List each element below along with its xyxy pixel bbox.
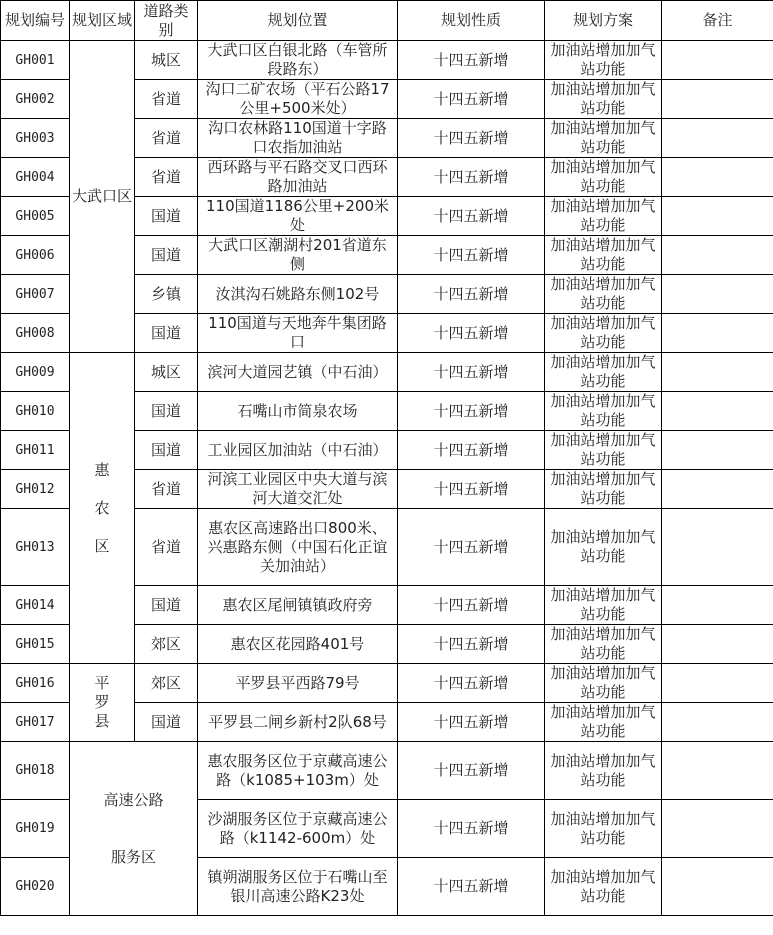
row-code: GH014 (1, 586, 70, 625)
row-code: GH020 (1, 858, 70, 916)
row-road-type: 郊区 (135, 625, 198, 664)
row-note (662, 236, 773, 275)
row-code: GH001 (1, 41, 70, 80)
row-nature: 十四五新增 (398, 353, 545, 392)
row-code: GH005 (1, 197, 70, 236)
row-note (662, 353, 773, 392)
row-plan: 加油站增加加气站功能 (545, 275, 662, 314)
row-nature: 十四五新增 (398, 703, 545, 742)
row-code: GH009 (1, 353, 70, 392)
row-code: GH011 (1, 431, 70, 470)
row-location: 大武口区潮湖村201省道东侧 (198, 236, 398, 275)
row-location: 工业园区加油站（中石油） (198, 431, 398, 470)
row-location: 汝淇沟石姚路东侧102号 (198, 275, 398, 314)
row-nature: 十四五新增 (398, 275, 545, 314)
row-note (662, 800, 773, 858)
row-road-type: 国道 (135, 236, 198, 275)
row-note (662, 431, 773, 470)
header-district: 规划区域 (70, 1, 135, 41)
row-plan: 加油站增加加气站功能 (545, 119, 662, 158)
row-note (662, 858, 773, 916)
row-plan: 加油站增加加气站功能 (545, 586, 662, 625)
header-location: 规划位置 (198, 1, 398, 41)
row-plan: 加油站增加加气站功能 (545, 509, 662, 586)
row-road-type: 乡镇 (135, 275, 198, 314)
row-road-type: 国道 (135, 703, 198, 742)
row-code: GH013 (1, 509, 70, 586)
row-road-type: 省道 (135, 80, 198, 119)
row-location: 滨河大道园艺镇（中石油） (198, 353, 398, 392)
row-plan: 加油站增加加气站功能 (545, 703, 662, 742)
row-location: 平罗县平西路79号 (198, 664, 398, 703)
row-note (662, 664, 773, 703)
row-road-type: 国道 (135, 197, 198, 236)
row-road-type: 郊区 (135, 664, 198, 703)
row-note (662, 80, 773, 119)
table-row (1, 664, 773, 703)
row-road-type: 省道 (135, 119, 198, 158)
row-note (662, 392, 773, 431)
row-road-type: 国道 (135, 431, 198, 470)
row-nature: 十四五新增 (398, 586, 545, 625)
row-plan: 加油站增加加气站功能 (545, 80, 662, 119)
row-plan: 加油站增加加气站功能 (545, 431, 662, 470)
row-plan: 加油站增加加气站功能 (545, 353, 662, 392)
row-location: 西环路与平石路交叉口西环路加油站 (198, 158, 398, 197)
row-note (662, 275, 773, 314)
row-note (662, 158, 773, 197)
row-road-type: 省道 (135, 470, 198, 509)
header-note: 备注 (662, 1, 773, 41)
row-road-type: 城区 (135, 41, 198, 80)
row-code: GH016 (1, 664, 70, 703)
row-nature: 十四五新增 (398, 742, 545, 800)
row-note (662, 470, 773, 509)
row-note (662, 119, 773, 158)
row-code: GH019 (1, 800, 70, 858)
row-nature: 十四五新增 (398, 236, 545, 275)
table-row (1, 353, 773, 392)
row-plan: 加油站增加加气站功能 (545, 158, 662, 197)
row-location: 大武口区白银北路（车管所段路东） (198, 41, 398, 80)
row-location: 惠农区花园路401号 (198, 625, 398, 664)
row-location: 石嘴山市简泉农场 (198, 392, 398, 431)
row-plan: 加油站增加加气站功能 (545, 800, 662, 858)
table-row (1, 41, 773, 80)
row-note (662, 197, 773, 236)
row-plan: 加油站增加加气站功能 (545, 236, 662, 275)
row-plan: 加油站增加加气站功能 (545, 664, 662, 703)
row-location: 沟口二矿农场（平石公路17公里+500米处） (198, 80, 398, 119)
row-nature: 十四五新增 (398, 392, 545, 431)
row-location: 惠农区尾闸镇镇政府旁 (198, 586, 398, 625)
row-note (662, 703, 773, 742)
row-road-type: 省道 (135, 509, 198, 586)
row-plan: 加油站增加加气站功能 (545, 41, 662, 80)
row-plan: 加油站增加加气站功能 (545, 314, 662, 353)
row-location: 惠农服务区位于京藏高速公路（k1085+103m）处 (198, 742, 398, 800)
header-road-type: 道路类别 (135, 1, 198, 41)
row-plan: 加油站增加加气站功能 (545, 470, 662, 509)
row-note (662, 586, 773, 625)
row-plan: 加油站增加加气站功能 (545, 858, 662, 916)
row-code: GH015 (1, 625, 70, 664)
row-code: GH006 (1, 236, 70, 275)
row-code: GH004 (1, 158, 70, 197)
row-location: 110国道1186公里+200米处 (198, 197, 398, 236)
district-cell: 大武口区 (70, 41, 135, 353)
header-plan: 规划方案 (545, 1, 662, 41)
row-code: GH017 (1, 703, 70, 742)
row-road-type: 城区 (135, 353, 198, 392)
row-nature: 十四五新增 (398, 509, 545, 586)
row-nature: 十四五新增 (398, 800, 545, 858)
row-location: 惠农区高速路出口800米、兴惠路东侧（中国石化正谊关加油站） (198, 509, 398, 586)
row-note (662, 625, 773, 664)
row-code: GH003 (1, 119, 70, 158)
row-nature: 十四五新增 (398, 625, 545, 664)
row-code: GH012 (1, 470, 70, 509)
row-code: GH002 (1, 80, 70, 119)
district-cell: 惠 农 区 (70, 353, 135, 664)
row-note (662, 742, 773, 800)
row-location: 110国道与天地奔牛集团路口 (198, 314, 398, 353)
row-road-type: 国道 (135, 314, 198, 353)
row-location: 平罗县二闸乡新村2队68号 (198, 703, 398, 742)
row-nature: 十四五新增 (398, 80, 545, 119)
row-nature: 十四五新增 (398, 197, 545, 236)
row-nature: 十四五新增 (398, 314, 545, 353)
row-nature: 十四五新增 (398, 470, 545, 509)
row-plan: 加油站增加加气站功能 (545, 392, 662, 431)
row-plan: 加油站增加加气站功能 (545, 625, 662, 664)
row-note (662, 314, 773, 353)
header-code: 规划编号 (1, 1, 70, 41)
row-code: GH008 (1, 314, 70, 353)
row-code: GH010 (1, 392, 70, 431)
row-road-type: 国道 (135, 392, 198, 431)
row-nature: 十四五新增 (398, 158, 545, 197)
row-location: 沙湖服务区位于京藏高速公路（k1142-600m）处 (198, 800, 398, 858)
row-nature: 十四五新增 (398, 858, 545, 916)
table-row (1, 742, 773, 800)
row-nature: 十四五新增 (398, 664, 545, 703)
row-plan: 加油站增加加气站功能 (545, 742, 662, 800)
row-nature: 十四五新增 (398, 41, 545, 80)
row-note (662, 41, 773, 80)
row-location: 河滨工业园区中央大道与滨河大道交汇处 (198, 470, 398, 509)
district-cell: 高速公路 服务区 (70, 742, 198, 916)
row-note (662, 509, 773, 586)
header-row (1, 1, 773, 41)
header-nature: 规划性质 (398, 1, 545, 41)
row-road-type: 国道 (135, 586, 198, 625)
row-plan: 加油站增加加气站功能 (545, 197, 662, 236)
row-code: GH007 (1, 275, 70, 314)
row-location: 沟口农林路110国道十字路口农指加油站 (198, 119, 398, 158)
row-code: GH018 (1, 742, 70, 800)
row-road-type: 省道 (135, 158, 198, 197)
row-nature: 十四五新增 (398, 119, 545, 158)
row-nature: 十四五新增 (398, 431, 545, 470)
row-location: 镇朔湖服务区位于石嘴山至银川高速公路K23处 (198, 858, 398, 916)
district-cell: 平 罗 县 (70, 664, 135, 742)
